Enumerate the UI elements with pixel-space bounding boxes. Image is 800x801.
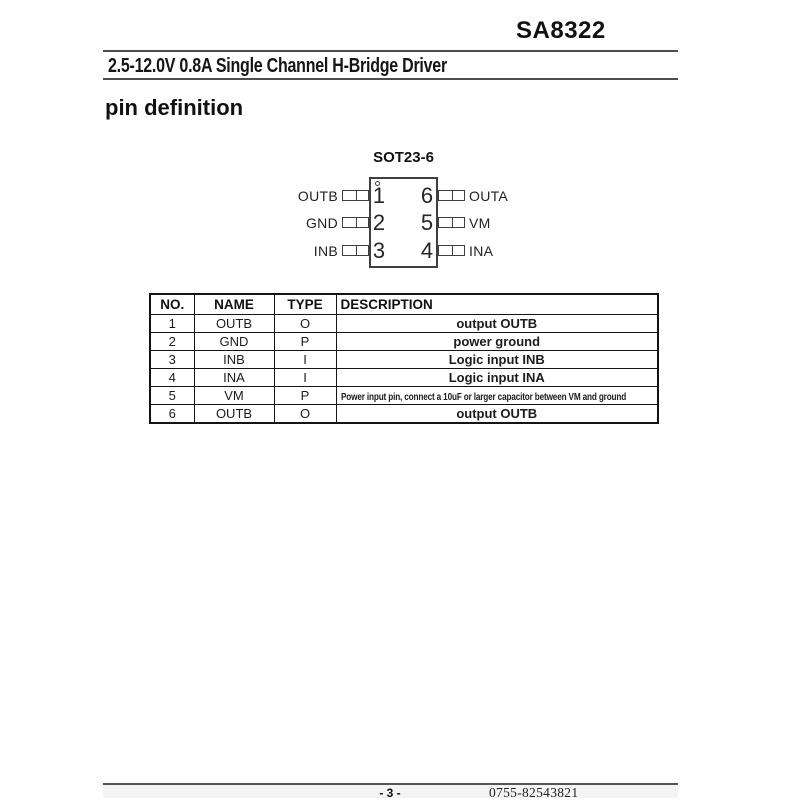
table-row bbox=[150, 405, 658, 424]
cell-description: Logic input INA bbox=[336, 369, 658, 387]
pin-number-6: 6 bbox=[420, 183, 434, 208]
table-header-row bbox=[150, 294, 658, 315]
pin-lead-3 bbox=[342, 245, 369, 256]
cell-no: 1 bbox=[150, 315, 194, 333]
cell-name: INA bbox=[194, 369, 274, 387]
col-header-no: NO. bbox=[150, 294, 194, 315]
pin-number-5: 5 bbox=[420, 210, 434, 235]
cell-description-text: Power input pin, connect a 10uF or larger capacitor between VM and ground bbox=[340, 392, 626, 403]
pin-lead-4 bbox=[438, 245, 465, 256]
pin-lead-6 bbox=[438, 190, 465, 201]
cell-type: O bbox=[274, 405, 336, 424]
cell-no: 3 bbox=[150, 351, 194, 369]
header-rule-top bbox=[103, 50, 678, 52]
cell-description: output OUTB bbox=[336, 405, 658, 424]
section-title: pin definition bbox=[105, 95, 244, 120]
cell-description: Logic input INB bbox=[336, 351, 658, 369]
table-row bbox=[150, 351, 658, 369]
cell-type: P bbox=[274, 387, 336, 405]
pin-lead-divider bbox=[356, 246, 358, 255]
cell-name: INB bbox=[194, 351, 274, 369]
pin-label-outb: OUTB bbox=[297, 188, 338, 204]
col-header-name: NAME bbox=[194, 294, 274, 315]
cell-name: GND bbox=[194, 333, 274, 351]
table-row bbox=[150, 315, 658, 333]
pin-lead-2 bbox=[342, 217, 369, 228]
cell-no: 2 bbox=[150, 333, 194, 351]
package-name-label: SOT23-6 bbox=[373, 149, 434, 166]
pin-lead-1 bbox=[342, 190, 369, 201]
col-header-type: TYPE bbox=[274, 294, 336, 315]
pin-lead-divider bbox=[452, 246, 454, 255]
pin-label-inb: INB bbox=[313, 243, 338, 259]
cell-description: power ground bbox=[336, 333, 658, 351]
cell-description: output OUTB bbox=[336, 315, 658, 333]
pin-number-1: 1 bbox=[372, 183, 386, 208]
pin-lead-divider bbox=[356, 191, 358, 200]
document-subtitle-text: 2.5-12.0V 0.8A Single Channel H-Bridge Driver bbox=[108, 55, 447, 77]
cell-description bbox=[336, 387, 658, 405]
pin-definition-table bbox=[149, 293, 659, 424]
cell-type: P bbox=[274, 333, 336, 351]
pin-lead-divider bbox=[356, 218, 358, 227]
pin-number-3: 3 bbox=[372, 238, 386, 263]
cell-type: I bbox=[274, 351, 336, 369]
table-row bbox=[150, 333, 658, 351]
pin-table-container bbox=[149, 293, 659, 424]
document-subtitle bbox=[108, 55, 532, 78]
pin-lead-5 bbox=[438, 217, 465, 228]
col-header-description: DESCRIPTION bbox=[336, 294, 658, 315]
cell-no: 5 bbox=[150, 387, 194, 405]
footer-phone-number: 0755-82543821 bbox=[489, 785, 579, 800]
cell-no: 4 bbox=[150, 369, 194, 387]
product-title: SA8322 bbox=[516, 17, 606, 44]
pin-label-ina: INA bbox=[469, 243, 494, 259]
cell-type: I bbox=[274, 369, 336, 387]
pin-lead-divider bbox=[452, 191, 454, 200]
cell-name: OUTB bbox=[194, 315, 274, 333]
pin-label-outa: OUTA bbox=[469, 188, 509, 204]
cell-name: OUTB bbox=[194, 405, 274, 424]
footer-page-number: - 3 - bbox=[379, 786, 401, 800]
cell-name: VM bbox=[194, 387, 274, 405]
pin-lead-divider bbox=[452, 218, 454, 227]
header-rule-bottom bbox=[103, 78, 678, 80]
cell-no: 6 bbox=[150, 405, 194, 424]
pin-label-vm: VM bbox=[469, 215, 491, 231]
cell-type: O bbox=[274, 315, 336, 333]
pin-label-gnd: GND bbox=[305, 215, 338, 231]
pin-number-2: 2 bbox=[372, 210, 386, 235]
pin-number-4: 4 bbox=[420, 238, 434, 263]
table-row bbox=[150, 369, 658, 387]
table-row bbox=[150, 387, 658, 405]
